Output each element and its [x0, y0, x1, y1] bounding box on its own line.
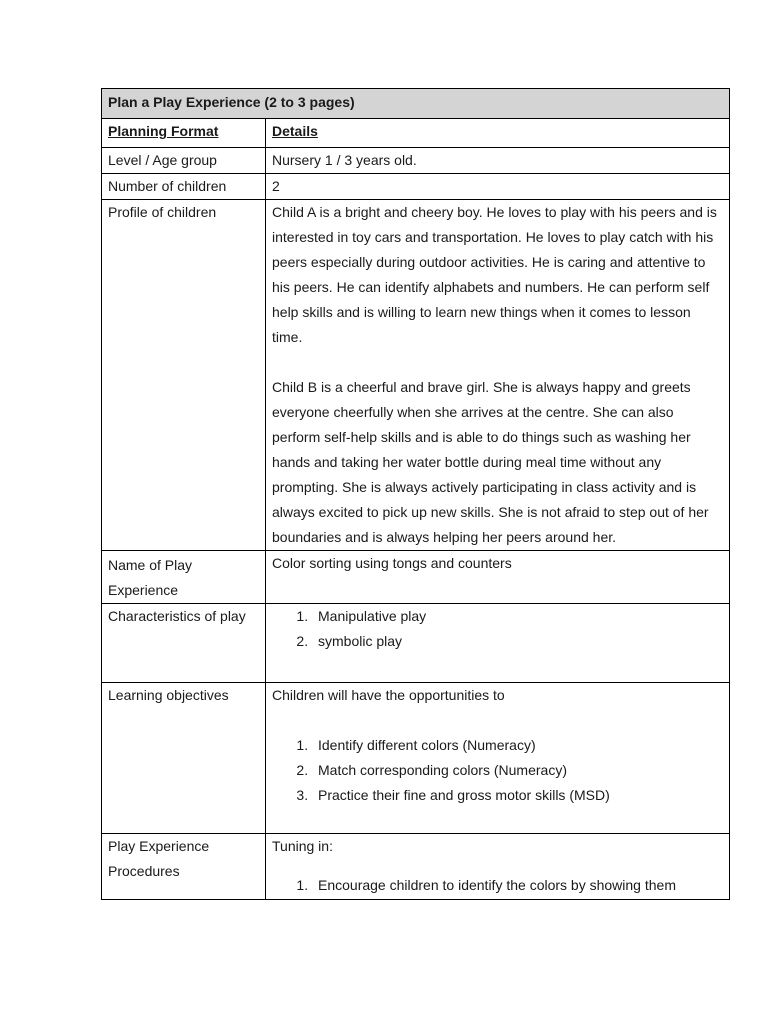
- objectives-label: Learning objectives: [102, 683, 266, 834]
- list-item: 1. Encourage children to identify the colors by showing them: [312, 873, 723, 898]
- procedures-value: [266, 834, 730, 900]
- table-title-row: [102, 89, 730, 119]
- header-planning-format-text: Planning Format: [108, 123, 219, 139]
- name-label: Name of Play Experience: [102, 551, 266, 604]
- profile-value: [266, 200, 730, 551]
- number-value: 2: [266, 174, 730, 200]
- table-row: [102, 200, 730, 551]
- level-value: Nursery 1 / 3 years old.: [266, 148, 730, 174]
- list-item: 2. Match corresponding colors (Numeracy): [312, 758, 723, 783]
- play-plan-table: [101, 88, 730, 900]
- table-row: [102, 551, 730, 604]
- number-label: Number of children: [102, 174, 266, 200]
- characteristics-label: Characteristics of play: [102, 604, 266, 683]
- objectives-list: [272, 733, 723, 808]
- header-planning-format: [102, 119, 266, 148]
- objectives-value: [266, 683, 730, 834]
- characteristics-list: [272, 604, 723, 654]
- procedures-label: Play Experience Procedures: [102, 834, 266, 900]
- table-row: [102, 174, 730, 200]
- characteristics-value: [266, 604, 730, 683]
- profile-label: Profile of children: [102, 200, 266, 551]
- spacer: [272, 859, 723, 873]
- procedures-intro: Tuning in:: [272, 838, 333, 854]
- table-row: [102, 683, 730, 834]
- table-row: [102, 604, 730, 683]
- table-title: Plan a Play Experience (2 to 3 pages): [102, 89, 730, 119]
- list-item: 3. Practice their fine and gross motor skills (MSD): [312, 783, 723, 808]
- level-label: Level / Age group: [102, 148, 266, 174]
- list-item: 1. Manipulative play: [312, 604, 723, 629]
- procedures-list: [272, 873, 723, 898]
- table-row: [102, 834, 730, 900]
- profile-child-a: Child A is a bright and cheery boy. He loves to play with his peers and is interested in toy cars and transportation. He loves to play catch with his peers especially during outdoor activities. He is caring and attentive to his peers. He can identify alphabets and numbers. He can perform self help skills and is willing to learn new things when it comes to lesson time.: [272, 204, 717, 345]
- list-item: 1. Identify different colors (Numeracy): [312, 733, 723, 758]
- spacer: [272, 708, 723, 733]
- objectives-intro: Children will have the opportunities to: [272, 687, 505, 703]
- list-item: 2. symbolic play: [312, 629, 723, 654]
- profile-child-b: Child B is a cheerful and brave girl. She is always happy and greets everyone cheerfully when she arrives at the centre. She can also perform self-help skills and is able to do things such as washing her hands and taking her water bottle during meal time without any prompting. She is always actively participating in class activity and is always excited to pick up new skills. She is not afraid to step out of her boundaries and is always helping her peers around her.: [272, 379, 709, 545]
- table-row: [102, 148, 730, 174]
- name-value: Color sorting using tongs and counters: [266, 551, 730, 604]
- header-details: [266, 119, 730, 148]
- table-header-row: [102, 119, 730, 148]
- header-details-text: Details: [272, 123, 318, 139]
